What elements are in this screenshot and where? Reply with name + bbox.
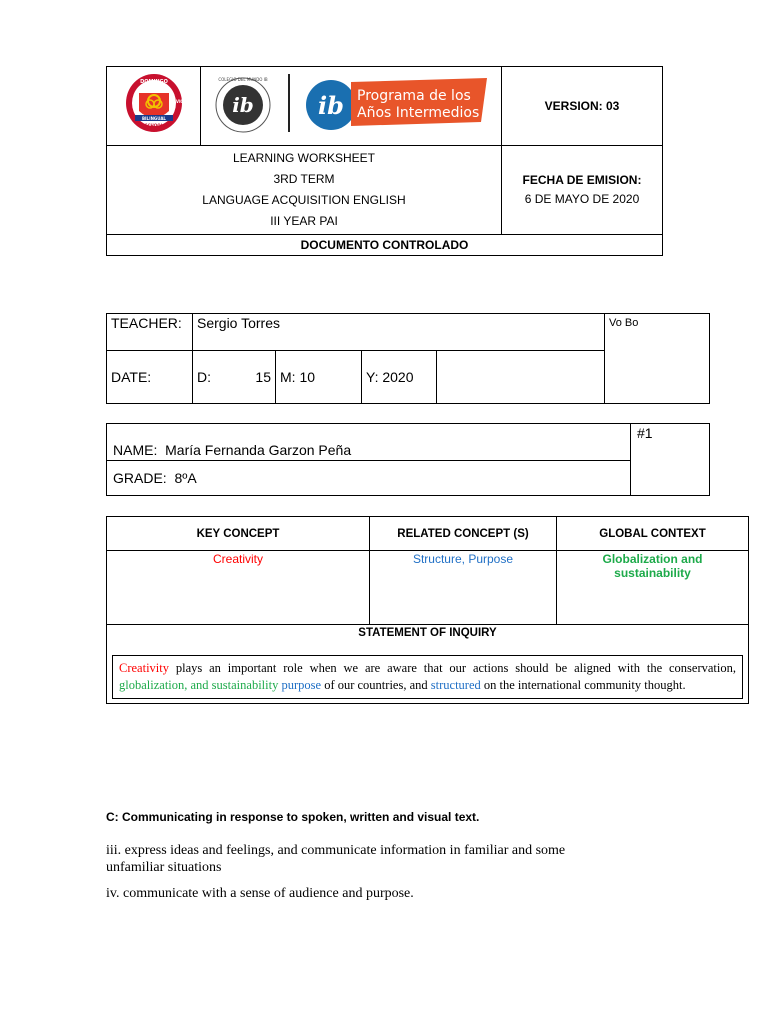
date-year: Y: 2020	[362, 351, 437, 404]
school-logo-cell	[107, 67, 201, 146]
student-name: María Fernanda Garzon Peña	[165, 442, 352, 458]
global-context-value	[557, 551, 749, 625]
grade-label: GRADE:	[113, 470, 167, 486]
issue-date-label: FECHA DE EMISION:	[522, 173, 642, 187]
day-label: D:	[197, 369, 211, 385]
date-blank	[437, 351, 605, 404]
teacher-label: TEACHER:	[107, 314, 193, 351]
inquiry-word-purpose: purpose	[281, 678, 322, 692]
school-logo-text-bilingual: BILINGUAL	[141, 115, 166, 121]
student-name-cell	[107, 424, 631, 461]
statement-of-inquiry-text	[112, 655, 743, 699]
school-logo-text-savio: SAVIO	[169, 98, 184, 104]
student-grade: 8ºA	[174, 470, 197, 486]
title-line-3: LANGUAGE ACQUISITION ENGLISH	[202, 193, 406, 207]
student-grade-cell	[107, 461, 631, 496]
teacher-name: Sergio Torres	[193, 314, 605, 351]
date-label: DATE:	[107, 351, 193, 404]
school-logo-text-domingo: DOMINGO	[139, 78, 168, 85]
ib-program-line-1: Programa de los	[357, 87, 471, 104]
issue-date-cell	[502, 146, 663, 235]
inquiry-word-structured: structured	[430, 678, 481, 692]
svg-text:ib: ib	[318, 90, 344, 120]
title-line-1: LEARNING WORKSHEET	[232, 151, 376, 165]
ib-logo-cell	[201, 67, 502, 146]
teacher-date-table	[106, 313, 710, 404]
student-table	[106, 423, 710, 496]
key-concept-value: Creativity	[107, 551, 370, 625]
school-crest-icon	[119, 71, 189, 139]
version-label: VERSION: 03	[502, 67, 663, 146]
title-line-2: 3RD TERM	[273, 172, 335, 186]
school-logo-text-school: SCHOOL	[144, 122, 163, 128]
title-line-4: III YEAR PAI	[270, 214, 338, 228]
global-context-text: Globalization and sustainability	[602, 552, 703, 580]
inquiry-word-creativity: Creativity	[119, 661, 169, 675]
student-number: #1	[631, 424, 710, 496]
svg-text:ib: ib	[232, 92, 254, 117]
issue-date-value: 6 DE MAYO DE 2020	[524, 192, 640, 206]
criterion-title: C: Communicating in response to spoken, written and visual text.	[106, 810, 480, 824]
controlled-document-label: DOCUMENTO CONTROLADO	[107, 235, 663, 256]
statement-of-inquiry-cell	[107, 625, 749, 704]
inquiry-text-1: plays an important role when we are aware that our actions should be aligned with the conservation,	[169, 661, 736, 675]
name-label: NAME:	[113, 442, 158, 458]
ib-logo-icon	[201, 70, 497, 140]
ib-ring-text: COLEGIO DEL MUNDO IB	[218, 76, 268, 82]
vobo-cell	[605, 314, 710, 404]
date-day-cell	[193, 351, 276, 404]
global-context-header: GLOBAL CONTEXT	[557, 517, 749, 551]
criterion-strand-iii: iii. express ideas and feelings, and communicate information in familiar and some unfamiliar situations	[106, 843, 566, 875]
related-concept-value: Structure, Purpose	[370, 551, 557, 625]
worksheet-title	[107, 146, 502, 235]
day-value: 15	[255, 369, 271, 385]
document-header	[106, 66, 663, 256]
related-concept-header: RELATED CONCEPT (S)	[370, 517, 557, 551]
inquiry-text-3: of our countries, and	[321, 678, 431, 692]
concept-table	[106, 516, 749, 704]
vobo-label: Vo Bo	[609, 317, 639, 329]
ib-program-line-2: Años Intermedios	[357, 104, 480, 121]
date-month: M: 10	[276, 351, 362, 404]
inquiry-word-globalization: globalization, and sustainability	[119, 678, 279, 692]
statement-of-inquiry-header: STATEMENT OF INQUIRY	[358, 627, 497, 639]
key-concept-header: KEY CONCEPT	[107, 517, 370, 551]
inquiry-text-4: on the international community thought.	[480, 678, 686, 692]
criterion-strand-iv: iv. communicate with a sense of audience and purpose.	[106, 886, 414, 901]
